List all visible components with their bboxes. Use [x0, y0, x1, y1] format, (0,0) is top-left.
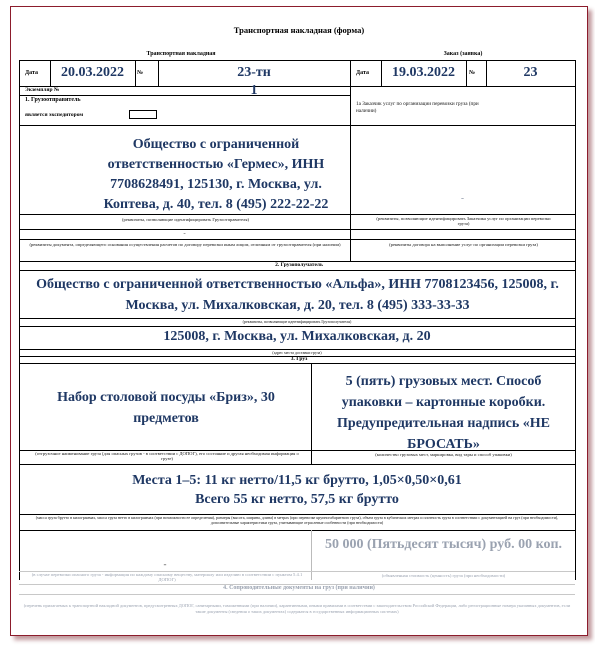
caption-payment-doc: (реквизиты документа, определяющего основания осуществления расчетов по договору перевозки иным лицом, отличным от грузоотправителя (при наличии) [29, 242, 341, 247]
waybill-document [10, 6, 588, 636]
consignee-text: Общество с ограниченной ответственностью «Альфа», ИНН 7708123456, 125008, г. Москва, ул. Михалковская, д. 20, тел. 8 (495) 333-33-33 [36, 277, 559, 313]
waybill-number-label: № [137, 70, 144, 76]
expeditor-checkbox[interactable] [129, 110, 157, 119]
waybill-number: 23-тн [237, 65, 271, 80]
is-consignor-label: является экспедитором [25, 112, 84, 118]
caption-declared-value: (объявленная стоимость (ценность) груза (при необходимости) [381, 573, 506, 578]
section1a-title: 1а Заказчик услуг по организации перевозки груза (при наличии) [356, 101, 479, 114]
caption-cargo-weight: (масса груза брутто в килограммах, масса груза нетто в килограммах (при возможности ее определения), размеры (высота, ширина, длина) в метрах (при перевозке крупногабаритного груза), объем груза в кубических метрах и плотность груза в соответствии с документацией на груз (при необходимости), дополнительные характеристики груза, учитывающие отраслевые особенности (при необходимости) [35, 515, 559, 525]
caption-service-contract: (реквизиты договора на выполнение услуг по организации перевозки груза) [389, 242, 538, 247]
caption-accompanying-docs: (перечень прилагаемых к транспортной накладной документов, предусмотренных ДОПОГ, санитарными, таможенными (при наличии), карантинными, иными правилами в соответствии с законодательством Российской Федерации, либо регистрационные номера указанных документов, если такие документы (сведения о таких документах) содержатся в государственных информационных системах) [23, 603, 571, 614]
section1-title: 1. Грузоотправитель [25, 97, 81, 103]
cargo-name: Набор столовой посуды «Бриз», 30 предметов [57, 390, 275, 426]
copy-number: 1 [250, 83, 258, 98]
payment-doc-dash: - [183, 229, 186, 237]
consignor-text: Общество с ограниченной ответственностью «Гермес», ИНН 7708628491, 125130, г. Москва, ул. Коптева, д. 40, тел. 8 (495) 222-22-22 [103, 137, 329, 212]
section2-title: 2. Грузополучатель [275, 262, 323, 268]
caption-consignee: (реквизиты, позволяющие идентифицировать Грузополучателя) [242, 319, 352, 324]
section4-title: 4. Сопроводительные документы на груз (при наличии) [223, 585, 375, 591]
waybill-label: Транспортная накладная [146, 51, 216, 57]
section3-title: 3. Груз [290, 356, 308, 362]
caption-address: (адрес места доставки груза) [272, 350, 322, 355]
waybill-date-label: Дата [25, 70, 38, 76]
copy-label: Экземпляр № [25, 87, 60, 93]
delivery-address: 125008, г. Москва, ул. Михалковская, д. 20 [163, 329, 431, 344]
order-number: 23 [523, 65, 538, 80]
form-title: Транспортная накладная (форма) [233, 25, 365, 35]
customer-text: - [461, 193, 464, 203]
waybill-date: 20.03.2022 [61, 65, 124, 80]
caption-customer: (реквизиты, позволяющие идентифицировать Заказчика услуг по организации перевозки груза) [376, 216, 551, 227]
caption-consignor: (реквизиты, позволяющие идентифицировать Грузоотправителя) [122, 217, 249, 222]
caption-danger-info: (в случае перевозки опасного груза - информация по каждому опасному веществу, материалу или изделию в соответствии с пунктом 5.4.1 ДОПОГ) [31, 572, 303, 583]
danger-info-dash: - [163, 559, 167, 569]
order-date-label: Дата [356, 70, 369, 76]
caption-cargo-name: (отгрузочное наименование груза (для опасных грузов - в соответствии с ДОПОГ), его состояние и другая необходимая информация о грузе) [35, 451, 299, 462]
cargo-places: 5 (пять) грузовых мест. Способ упаковки – картонные коробки. Предупредительная надпись «НЕ БРОСАТЬ» [337, 374, 550, 452]
caption-cargo-places: (количество грузовых мест, маркировка, вид тары и способ упаковки) [375, 452, 512, 457]
order-number-label: № [469, 70, 476, 76]
order-date: 19.03.2022 [392, 65, 455, 80]
cargo-weight-line1: Места 1–5: 11 кг нетто/11,5 кг брутто, 1,05×0,50×0,61 [132, 473, 462, 488]
cargo-weight-line2: Всего 55 кг нетто, 57,5 кг брутто [195, 492, 399, 507]
declared-value: 50 000 (Пятьдесят тысяч) руб. 00 коп. [324, 537, 563, 552]
order-label: Заказ (заявка) [443, 51, 483, 57]
